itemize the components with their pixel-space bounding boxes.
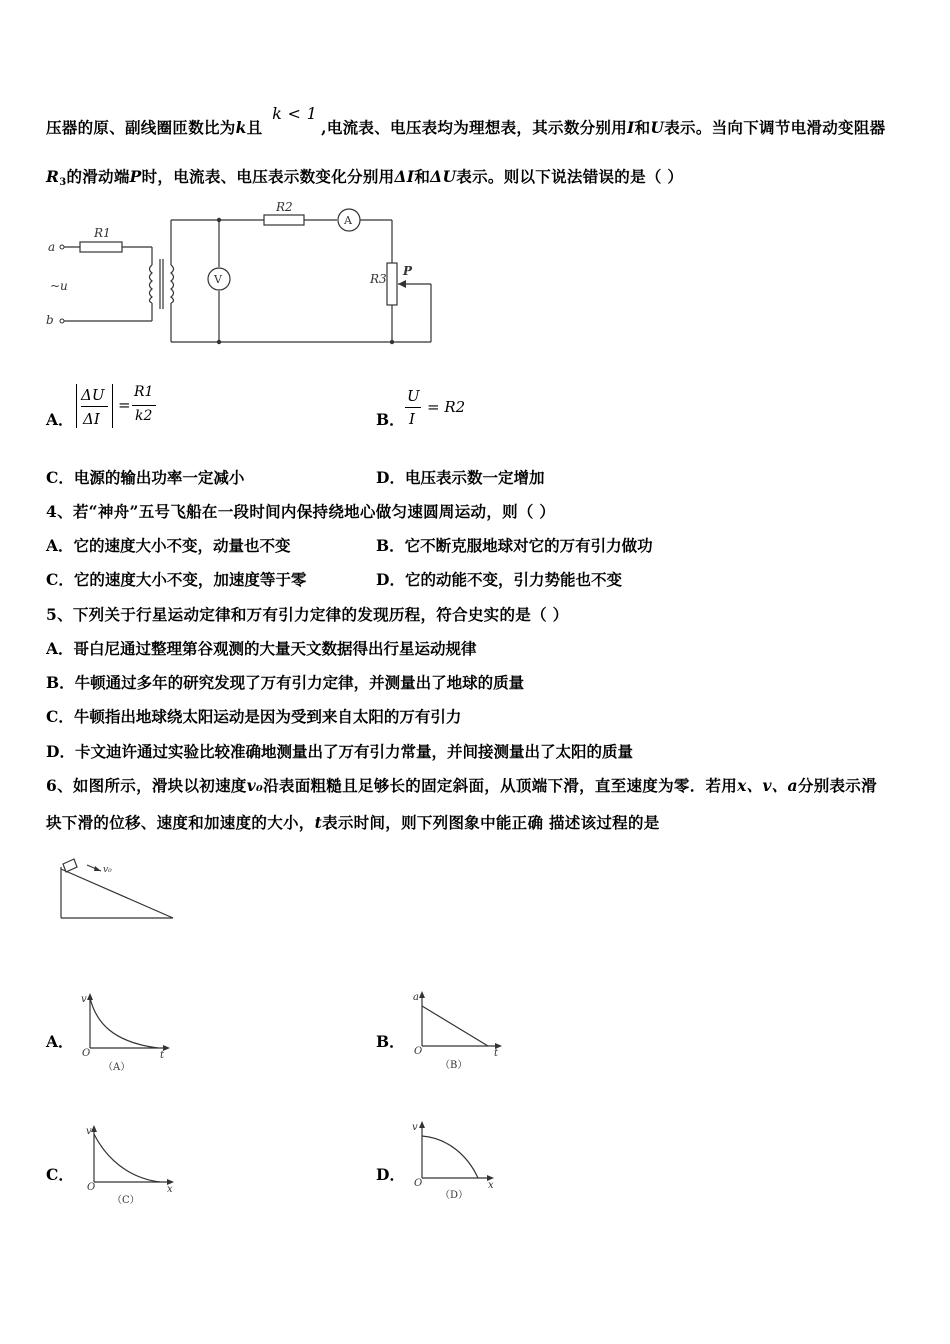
svg-text:b: b (46, 313, 54, 327)
q5-option-b[interactable]: B．牛顿通过多年的研究发现了万有引力定律，并测量出了地球的质量 (46, 673, 525, 692)
svg-text:A: A (344, 214, 352, 227)
svg-text:O: O (414, 1178, 423, 1189)
svg-text:P: P (403, 264, 413, 278)
svg-text:R1: R1 (94, 226, 111, 240)
q6-option-c[interactable]: C． (46, 1165, 74, 1184)
q3-stem-line2: $R_3$的滑动端P时，电流表、电压表示数变化分别用ΔI和ΔU表示。则以下说法错误的是（ ） (46, 167, 684, 188)
svg-text:v: v (86, 1126, 92, 1137)
svg-text:v: v (412, 1122, 418, 1133)
q6-option-b[interactable]: B． (376, 1032, 405, 1051)
graph-d-v-x (410, 1118, 510, 1203)
svg-text:R2: R2 (276, 200, 293, 214)
q4-option-a[interactable]: A．它的速度大小不变，动量也不变 (46, 536, 291, 555)
q4-option-c[interactable]: C．它的速度大小不变，加速度等于零 (46, 570, 307, 589)
svg-text:x: x (167, 1184, 173, 1195)
curve-d (422, 1136, 478, 1178)
svg-text:R3: R3 (370, 272, 387, 286)
svg-text:O: O (414, 1046, 423, 1057)
q5-option-a[interactable]: A．哥白尼通过整理第谷观测的大量天文数据得出行星运动规律 (46, 639, 477, 658)
incline-slider-figure (55, 855, 180, 925)
q5-option-d[interactable]: D．卡文迪许通过实验比较准确地测量出了万有引力常量，并间接测量出了太阳的质量 (46, 742, 633, 761)
q4-option-b[interactable]: B．它不断克服地球对它的万有引力做功 (376, 536, 653, 555)
svg-text:~u: ~u (50, 279, 68, 293)
slider-block (63, 859, 77, 872)
svg-text:O: O (82, 1048, 91, 1059)
q6-option-d[interactable]: D． (376, 1165, 405, 1184)
q5-stem: 5、下列关于行星运动定律和万有引力定律的发现历程，符合史实的是（ ） (46, 605, 569, 624)
svg-text:a: a (413, 992, 419, 1003)
q5-option-c[interactable]: C．牛顿指出地球绕太阳运动是因为受到来自太阳的万有引力 (46, 707, 462, 726)
svg-text:（D）: （D） (440, 1190, 469, 1201)
q3-option-b-formula: U I = R2 (407, 387, 466, 428)
curve-a (90, 998, 158, 1048)
svg-text:（C）: （C） (112, 1195, 140, 1206)
svg-text:（A）: （A） (103, 1062, 131, 1073)
graph-b-a-t (410, 988, 510, 1073)
svg-text:O: O (87, 1182, 96, 1193)
q4-stem: 4、若“神舟”五号飞船在一段时间内保持绕地心做匀速圆周运动，则（ ） (46, 502, 556, 521)
svg-text:x: x (488, 1180, 494, 1191)
q4-option-d[interactable]: D．它的动能不变，引力势能也不变 (376, 570, 622, 589)
q3-stem-line1: 压器的原、副线圈匝数比为k且 k < 1,电流表、电压表均为理想表，其示数分别用I和U表示。当向下调节电滑动变阻器 (46, 104, 886, 137)
resistor-r1 (80, 242, 122, 252)
condition-k-lt-1: k < 1 (272, 104, 318, 123)
line-b (422, 1006, 488, 1046)
svg-text:（B）: （B） (440, 1060, 468, 1071)
q6-stem-line1: 6、如图所示，滑块以初速度v₀沿表面粗糙且足够长的固定斜面，从顶端下滑，直至速度为零．若用x、v、a分别表示滑 (46, 776, 877, 795)
q3-option-a[interactable]: A． (46, 410, 74, 429)
q6-option-a[interactable]: A． (46, 1032, 74, 1051)
q3-option-d[interactable]: D．电压表示数一定增加 (376, 468, 545, 487)
q6-stem-line2: 块下滑的位移、速度和加速度的大小，t表示时间，则下列图象中能正确 描述该过程的是 (46, 813, 660, 832)
resistor-r2 (264, 215, 304, 225)
curve-c (94, 1134, 160, 1182)
q3-option-c[interactable]: C．电源的输出功率一定减小 (46, 468, 245, 487)
svg-text:v₀: v₀ (103, 865, 112, 875)
transformer-circuit-diagram (40, 195, 450, 350)
graph-c-v-x (82, 1122, 182, 1207)
q3-option-b[interactable]: B． (376, 410, 405, 429)
svg-text:t: t (160, 1050, 165, 1061)
svg-text:a: a (48, 240, 56, 254)
q3-option-a-formula: ΔU ΔI = R1 k2 (76, 382, 156, 432)
svg-text:t: t (494, 1048, 499, 1059)
resistor-r3 (387, 263, 397, 305)
graph-a-v-t (78, 990, 178, 1075)
svg-text:v: v (81, 994, 87, 1005)
svg-text:V: V (214, 273, 222, 286)
